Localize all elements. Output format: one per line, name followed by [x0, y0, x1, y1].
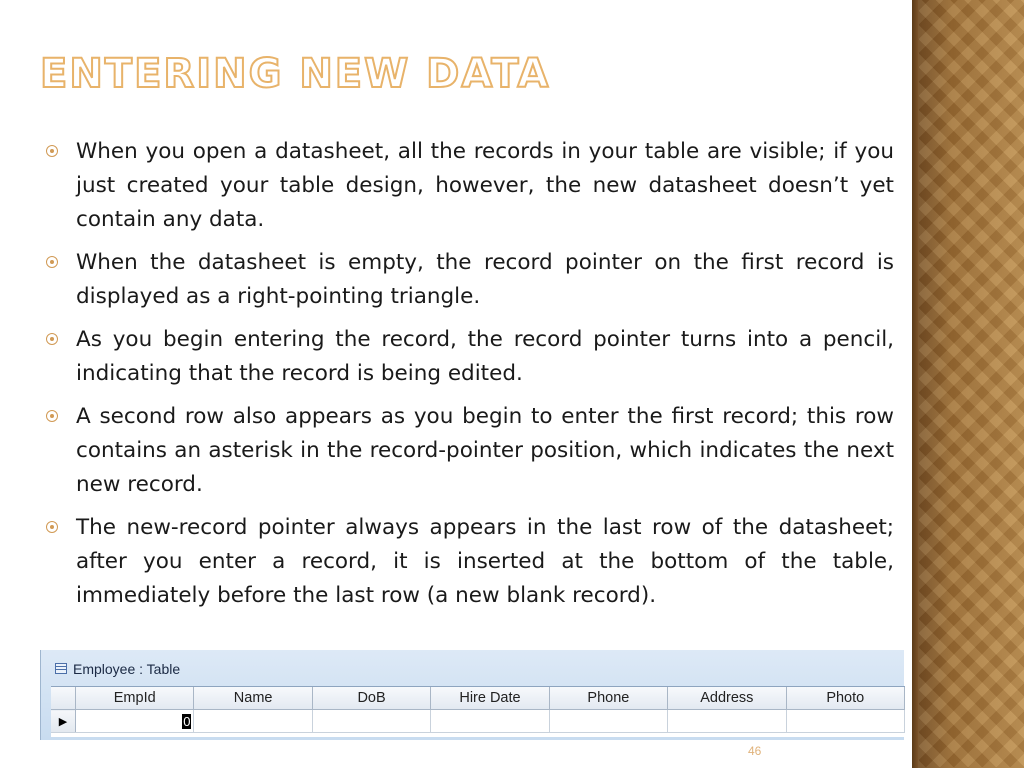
access-table-window [40, 650, 904, 740]
datasheet-grid [51, 686, 905, 737]
column-header-empid[interactable]: EmpId [76, 687, 194, 710]
table-row [51, 710, 905, 733]
name-cell[interactable] [194, 710, 312, 733]
table-icon [55, 663, 67, 674]
column-header-name[interactable]: Name [194, 687, 312, 710]
select-all-corner[interactable] [51, 687, 76, 710]
column-header-photo[interactable]: Photo [786, 687, 904, 710]
bullet-item [44, 400, 894, 502]
bullet-text: When you open a datasheet, all the records in your table are visible; if you just created your table design, however, the new datasheet doesn’t yet contain any data. [76, 139, 894, 232]
slide-title: ENTERING NEW DATA [40, 51, 551, 97]
column-header-hire-date[interactable]: Hire Date [431, 687, 549, 710]
phone-cell[interactable] [549, 710, 667, 733]
empid-cell[interactable] [76, 710, 194, 733]
window-title-bar[interactable] [55, 661, 180, 677]
sidebar-edge [912, 0, 918, 768]
bullet-icon [46, 521, 58, 533]
column-header-address[interactable]: Address [668, 687, 786, 710]
record-pointer-icon[interactable]: ▶ [51, 710, 76, 733]
column-header-phone[interactable]: Phone [549, 687, 667, 710]
bullet-item [44, 511, 894, 613]
bullet-icon [46, 145, 58, 157]
empid-value: 0 [183, 713, 191, 729]
window-title: Employee : Table [73, 661, 181, 677]
page-number: 46 [748, 744, 762, 758]
hire-date-cell[interactable] [431, 710, 549, 733]
bullet-item [44, 246, 894, 314]
column-header-dob[interactable]: DoB [312, 687, 430, 710]
photo-cell[interactable] [786, 710, 904, 733]
bullet-icon [46, 410, 58, 422]
bullet-item [44, 323, 894, 391]
address-cell[interactable] [668, 710, 786, 733]
bullet-text: As you begin entering the record, the record pointer turns into a pencil, indicating that the record is being edited. [76, 327, 894, 386]
bullet-text: When the datasheet is empty, the record pointer on the first record is displayed as a right-pointing triangle. [76, 250, 894, 309]
bullet-item [44, 135, 894, 237]
bullet-text: The new-record pointer always appears in the last row of the datasheet; after you enter a record, it is inserted at the bottom of the table, immediately before the last row (a new blank record). [76, 515, 894, 608]
bullet-icon [46, 256, 58, 268]
dob-cell[interactable] [312, 710, 430, 733]
decorative-sidebar [912, 0, 1024, 768]
bullet-list [44, 135, 894, 622]
bullet-text: A second row also appears as you begin to enter the first record; this row contains an asterisk in the record-pointer position, which indicates the next new record. [76, 404, 894, 497]
bullet-icon [46, 333, 58, 345]
